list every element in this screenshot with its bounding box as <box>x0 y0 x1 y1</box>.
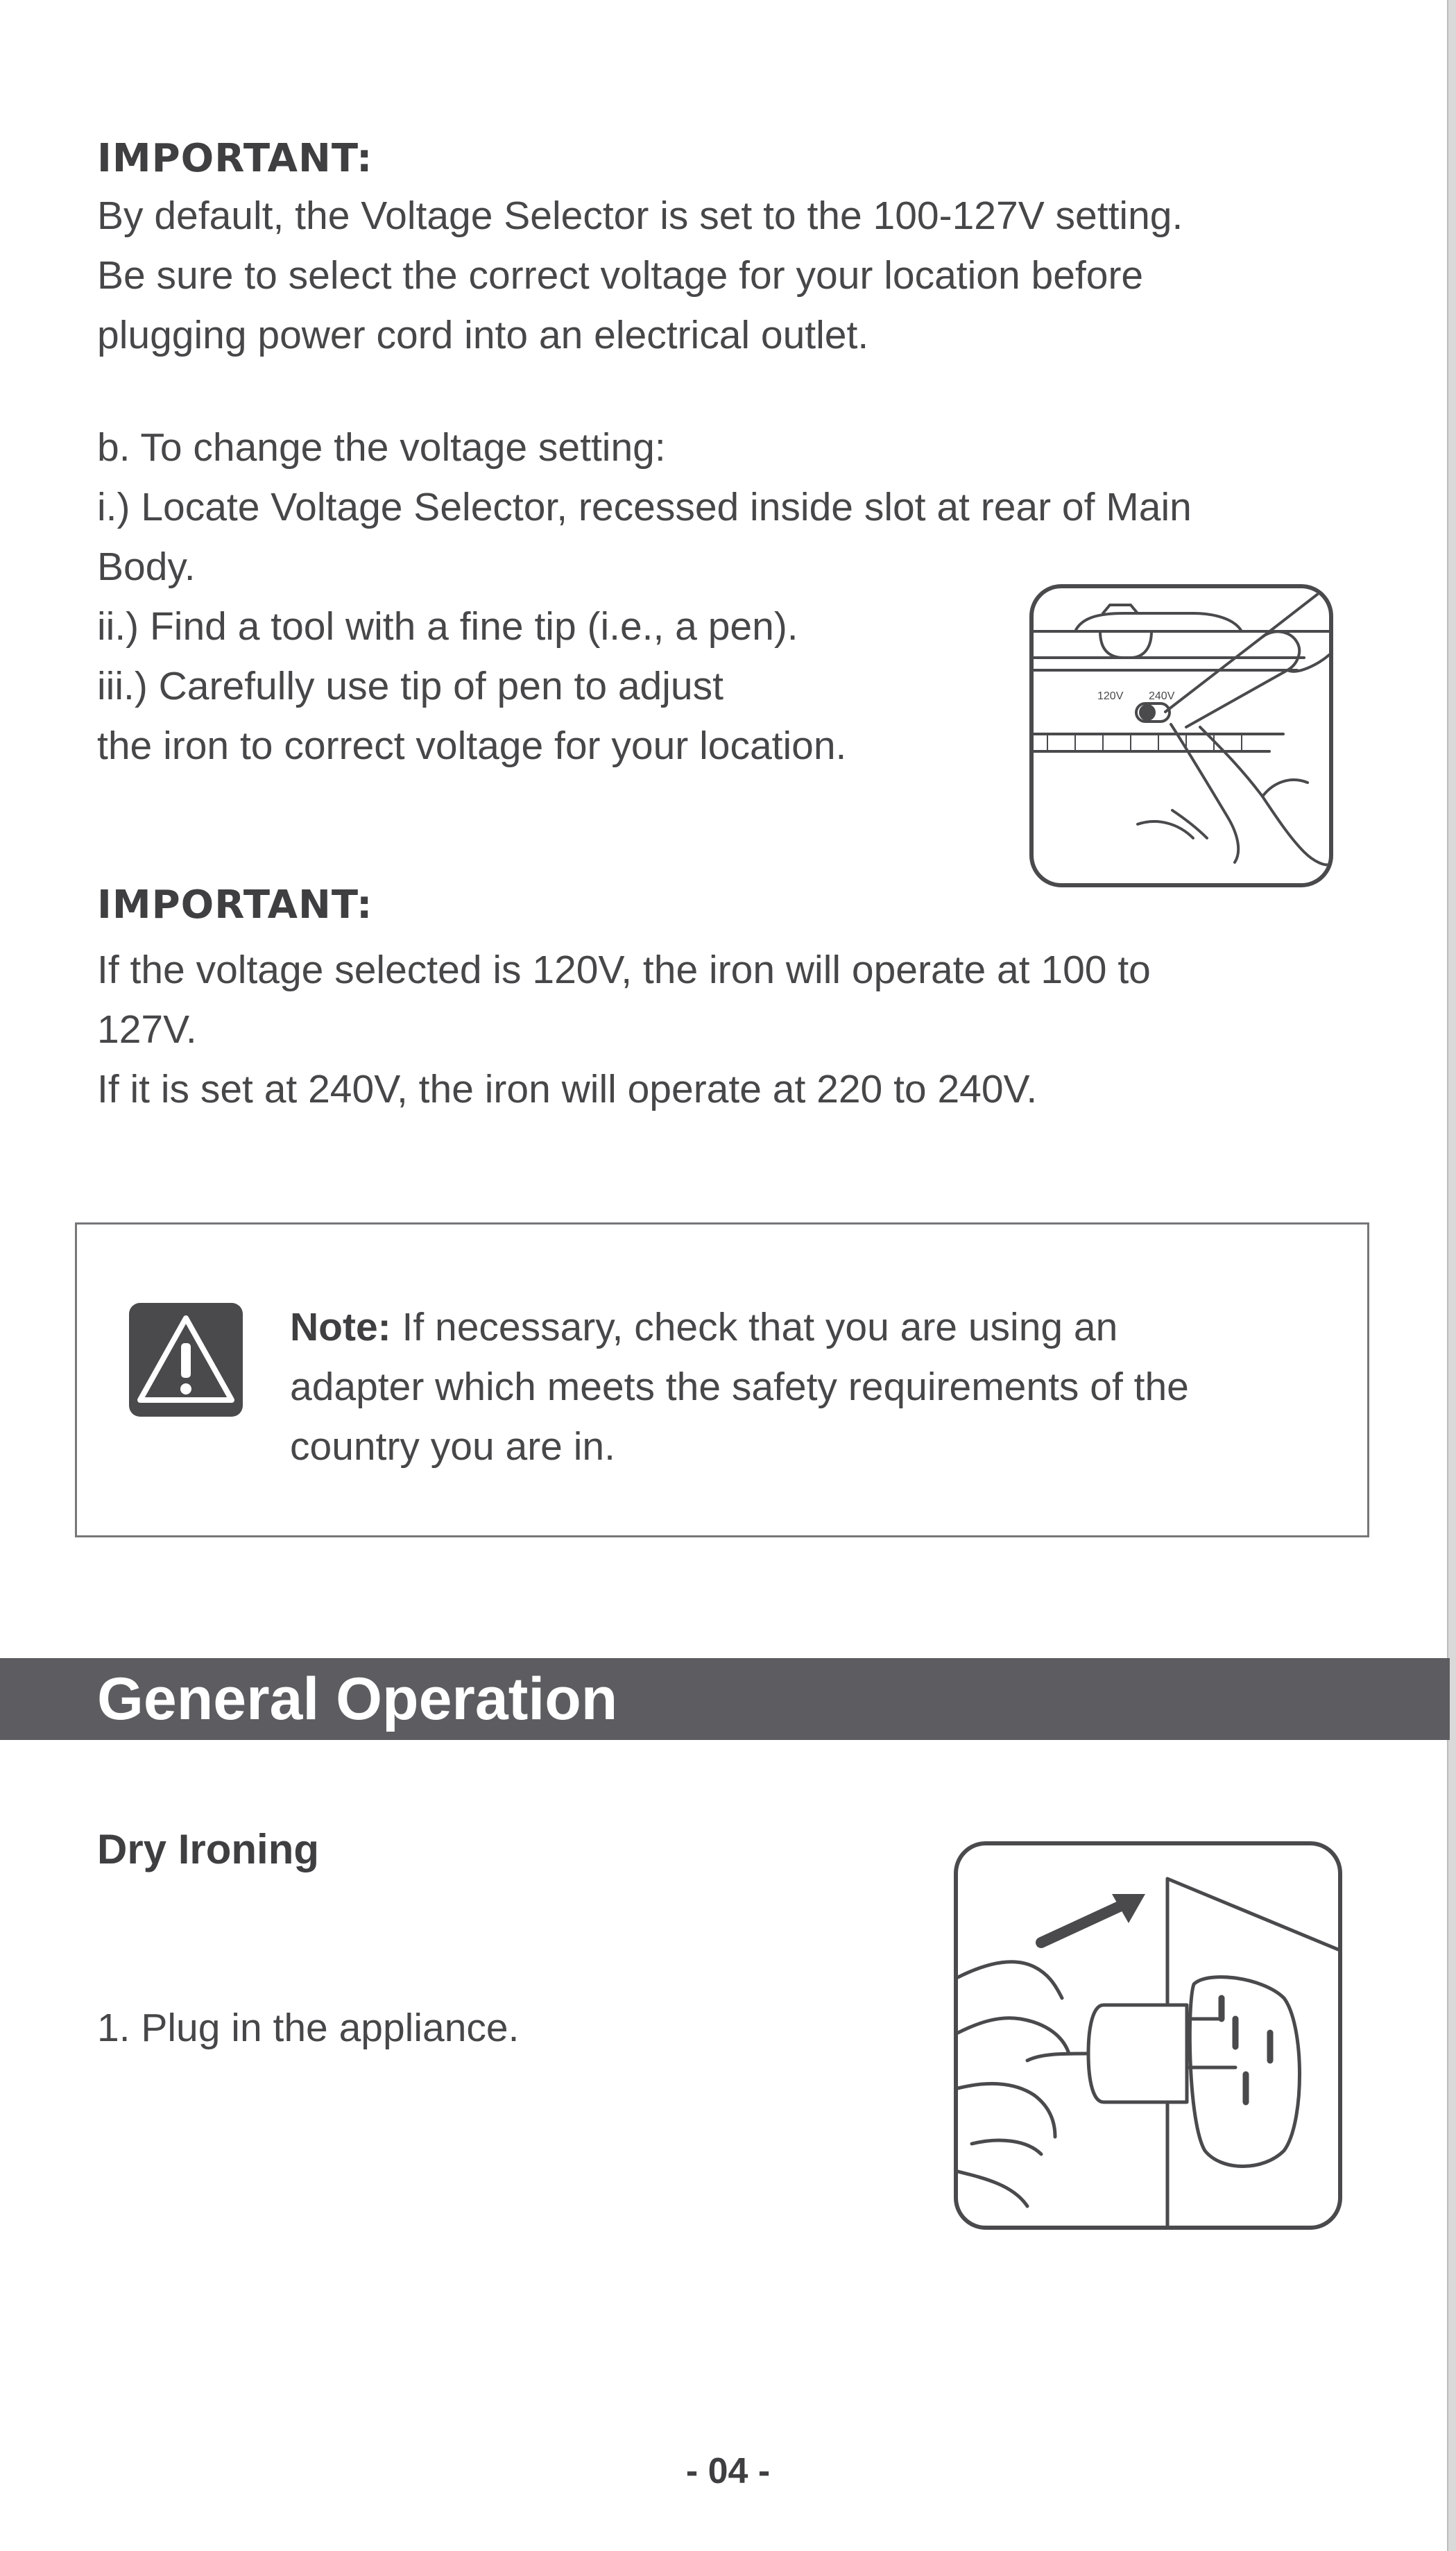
note-text <box>290 1297 1330 1476</box>
important-text-2 <box>97 940 1151 1119</box>
label-240v: 240V <box>1149 690 1175 702</box>
plug-in-illustration <box>954 1841 1342 2230</box>
important-1-line-2: Be sure to select the correct voltage for your location before <box>97 253 1144 298</box>
important-2-line-3: If it is set at 240V, the iron will operate at 220 to 240V. <box>97 1067 1038 1111</box>
step-1-text: 1. Plug in the appliance. <box>97 2006 520 2050</box>
plug-drawing <box>958 1845 1338 2226</box>
important-2-line-1: If the voltage selected is 120V, the iron will operate at 100 to <box>97 948 1151 992</box>
change-voltage-line-5: iii.) Carefully use tip of pen to adjust <box>97 664 723 708</box>
note-line-2: adapter which meets the safety requirements of the <box>290 1365 1189 1409</box>
change-voltage-line-1: b. To change the voltage setting: <box>97 425 666 470</box>
note-label: Note: <box>290 1305 391 1349</box>
voltage-selector-drawing <box>1034 588 1329 883</box>
change-voltage-line-4: ii.) Find a tool with a fine tip (i.e., a pen). <box>97 604 798 649</box>
important-heading-2: IMPORTANT: <box>97 882 373 928</box>
note-line-1: If necessary, check that you are using an <box>391 1305 1118 1349</box>
section-title: General Operation <box>97 1666 618 1732</box>
warning-icon <box>129 1303 243 1417</box>
change-voltage-line-2: i.) Locate Voltage Selector, recessed inside slot at rear of Main <box>97 485 1192 529</box>
important-1-line-1: By default, the Voltage Selector is set to the 100-127V setting. <box>97 194 1183 238</box>
important-heading-1: IMPORTANT: <box>97 136 373 181</box>
dry-ironing-heading: Dry Ironing <box>97 1826 320 1872</box>
page-number: - 04 - <box>685 2451 771 2491</box>
important-text-1 <box>97 186 1183 365</box>
change-voltage-line-3: Body. <box>97 545 196 589</box>
label-120v: 120V <box>1097 690 1124 702</box>
important-1-line-3: plugging power cord into an electrical outlet. <box>97 313 869 357</box>
change-voltage-instructions <box>97 418 1192 776</box>
voltage-selector-illustration <box>1029 584 1333 887</box>
note-line-3: country you are in. <box>290 1424 615 1469</box>
important-2-line-2: 127V. <box>97 1007 197 1052</box>
change-voltage-line-6: the iron to correct voltage for your location. <box>97 724 847 768</box>
page-edge <box>1447 0 1456 2551</box>
